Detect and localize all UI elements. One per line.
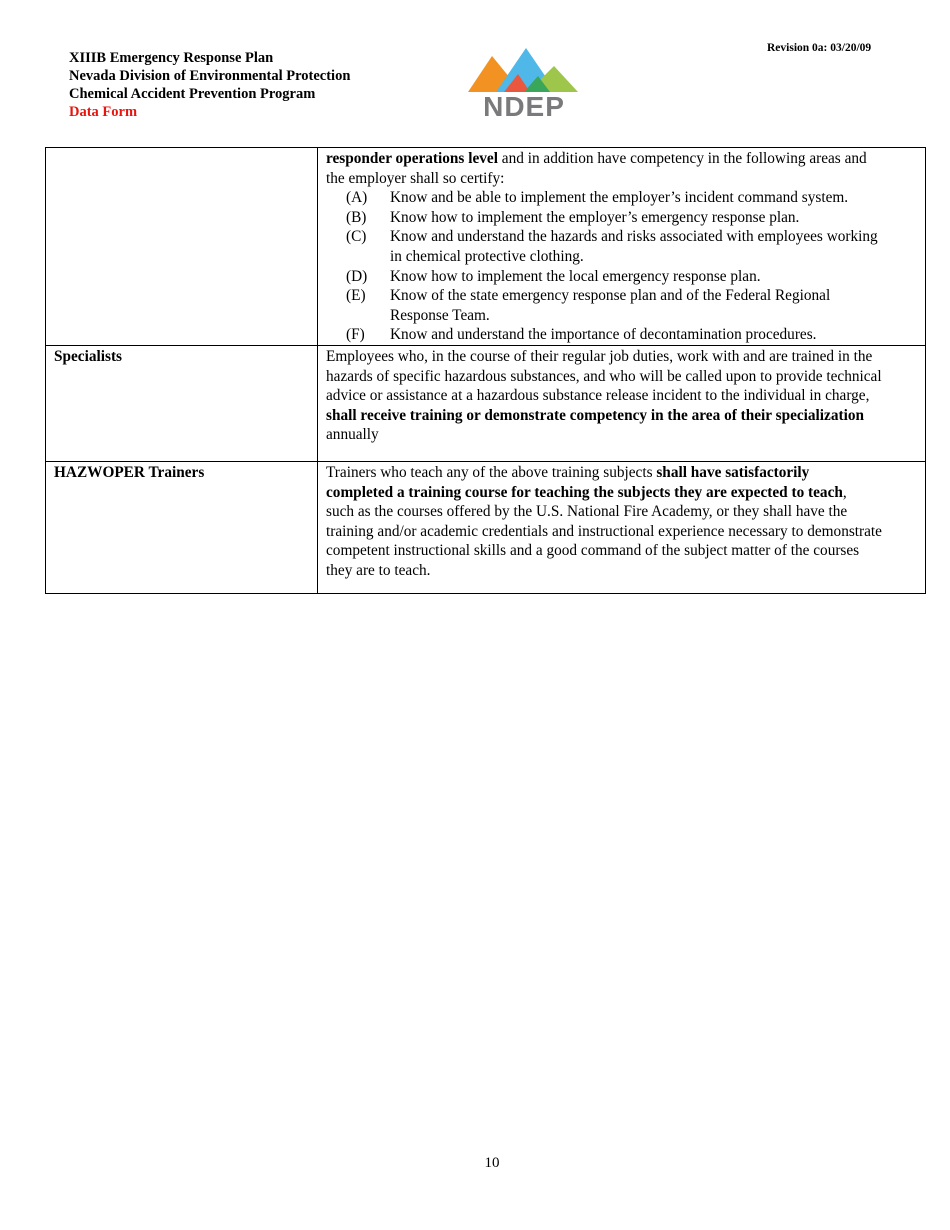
list-letter: (A)	[346, 189, 368, 207]
table-row	[46, 148, 926, 346]
row-content	[318, 345, 926, 461]
revision-label: Revision 0a: 03/20/09	[767, 42, 872, 54]
logo-text: NDEP	[483, 91, 565, 122]
training-requirements-table	[45, 147, 926, 594]
header-data-form: Data Form	[69, 104, 138, 120]
paragraph-line: advice or assistance at a hazardous substance release incident to the individual in charge,	[326, 387, 870, 405]
list-item	[326, 208, 925, 228]
paragraph-line: hazards of specific hazardous substances, and who will be called upon to provide technical	[326, 367, 882, 385]
list-letter: (C)	[346, 228, 367, 246]
row-label: HAZWOPER Trainers	[46, 461, 318, 593]
paragraph-line: they are to teach.	[326, 561, 431, 579]
text: and in addition have competency in the following areas and	[497, 150, 867, 167]
list-letter: (D)	[346, 267, 368, 285]
text: ,	[842, 483, 847, 501]
list-text: Know and understand the hazards and risks associated with employees working in chemical protective clothing.	[390, 228, 878, 265]
paragraph-line	[326, 463, 925, 483]
list-item	[326, 267, 925, 287]
bold-text: completed a training course for teaching the subjects they are expected to teach	[326, 483, 843, 501]
list-text: Know and understand the importance of decontamination procedures.	[390, 326, 817, 344]
text: Trainers who teach any of the above training subjects	[326, 463, 657, 481]
row-label	[46, 148, 318, 346]
header-program: Chemical Accident Prevention Program	[69, 86, 316, 102]
row-content	[318, 148, 926, 346]
paragraph-line	[326, 483, 925, 503]
list-item	[326, 325, 925, 345]
list-text: Know and be able to implement the employer’s incident command system.	[390, 189, 849, 207]
bold-text: responder operations level	[326, 150, 498, 167]
list-letter: (E)	[346, 287, 366, 305]
table-row	[46, 345, 926, 461]
paragraph-line	[326, 149, 925, 169]
row-label: Specialists	[46, 345, 318, 461]
list-item	[326, 286, 925, 325]
list-text: Know how to implement the employer’s emergency response plan.	[390, 208, 800, 226]
bold-text: shall have satisfactorily	[656, 463, 810, 481]
list-item	[326, 227, 925, 266]
paragraph-line: the employer shall so certify:	[326, 169, 505, 187]
paragraph-line: shall receive training or demonstrate competency in the area of their specialization	[326, 406, 864, 424]
header-agency: Nevada Division of Environmental Protection	[69, 68, 351, 84]
list-letter: (F)	[346, 326, 365, 344]
list-item	[326, 188, 925, 208]
header-plan-title: XIIIB Emergency Response Plan	[69, 50, 274, 66]
list-letter: (B)	[346, 208, 367, 226]
paragraph-line: competent instructional skills and a good command of the subject matter of the courses	[326, 542, 860, 560]
ndep-logo	[468, 46, 580, 122]
paragraph-line: training and/or academic credentials and instructional experience necessary to demonstrate	[326, 522, 882, 540]
list-text: Know of the state emergency response plan and of the Federal Regional Response Team.	[390, 287, 831, 324]
document-header	[69, 49, 350, 121]
page-number: 10	[484, 1155, 500, 1171]
paragraph-line: such as the courses offered by the U.S. National Fire Academy, or they shall have the	[326, 503, 848, 521]
list-text: Know how to implement the local emergency response plan.	[390, 267, 761, 285]
paragraph-line: annually	[326, 426, 379, 444]
paragraph-line: Employees who, in the course of their regular job duties, work with and are trained in the	[326, 347, 873, 365]
table-row	[46, 461, 926, 593]
row-content	[318, 461, 926, 593]
ndep-mountains-icon	[468, 46, 580, 94]
